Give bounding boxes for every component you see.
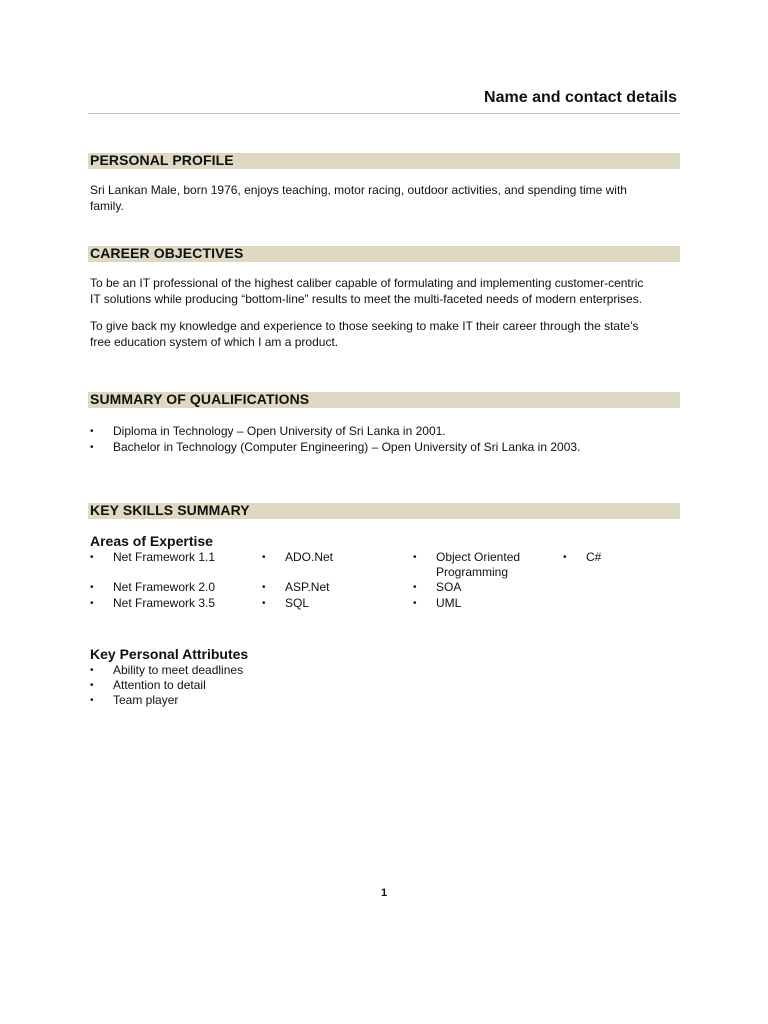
header-divider: [88, 113, 680, 114]
bullet-icon: •: [262, 582, 266, 593]
bullet-icon: •: [90, 582, 94, 593]
section-heading-qualifications: SUMMARY OF QUALIFICATIONS: [90, 391, 310, 407]
career-objective-paragraph-1: [90, 276, 682, 307]
section-bar-personal-profile: [88, 153, 680, 169]
bullet-icon: •: [90, 552, 94, 563]
page-number: 1: [380, 887, 388, 899]
bullet-icon: •: [262, 598, 266, 609]
paragraph-line: To give back my knowledge and experience to those seeking to make IT their career through the state’s: [90, 319, 639, 333]
section-heading-key-skills: KEY SKILLS SUMMARY: [90, 502, 250, 518]
bullet-icon: •: [563, 552, 567, 563]
paragraph-line: IT solutions while producing “bottom-line” results to meet the multi-faceted needs of modern enterprises.: [90, 291, 643, 306]
areas-of-expertise-heading: Areas of Expertise: [90, 533, 213, 549]
section-heading-personal-profile: PERSONAL PROFILE: [90, 152, 234, 168]
bullet-icon: •: [413, 598, 417, 609]
paragraph-line: Sri Lankan Male, born 1976, enjoys teaching, motor racing, outdoor activities, and spending time with: [90, 183, 627, 197]
section-bar-key-skills: [88, 503, 680, 519]
section-bar-career-objectives: [88, 246, 680, 262]
bullet-icon: •: [90, 665, 94, 676]
bullet-icon: •: [262, 552, 266, 563]
key-personal-attributes-heading: Key Personal Attributes: [90, 646, 249, 662]
section-heading-career-objectives: CAREER OBJECTIVES: [90, 245, 244, 261]
bullet-icon: •: [413, 552, 417, 563]
personal-profile-text: [90, 183, 682, 214]
bullet-icon: •: [90, 426, 94, 437]
paragraph-line: To be an IT professional of the highest caliber capable of formulating and implementing customer-centric: [90, 276, 644, 290]
career-objective-paragraph-2: [90, 319, 682, 350]
bullet-icon: •: [90, 442, 94, 453]
bullet-icon: •: [90, 680, 94, 691]
bullet-icon: •: [90, 598, 94, 609]
document-title: Name and contact details: [484, 89, 677, 106]
bullet-icon: •: [413, 582, 417, 593]
paragraph-line: free education system of which I am a product.: [90, 334, 339, 349]
section-bar-qualifications: [88, 392, 680, 408]
paragraph-line: family.: [90, 198, 124, 213]
bullet-icon: •: [90, 695, 94, 706]
